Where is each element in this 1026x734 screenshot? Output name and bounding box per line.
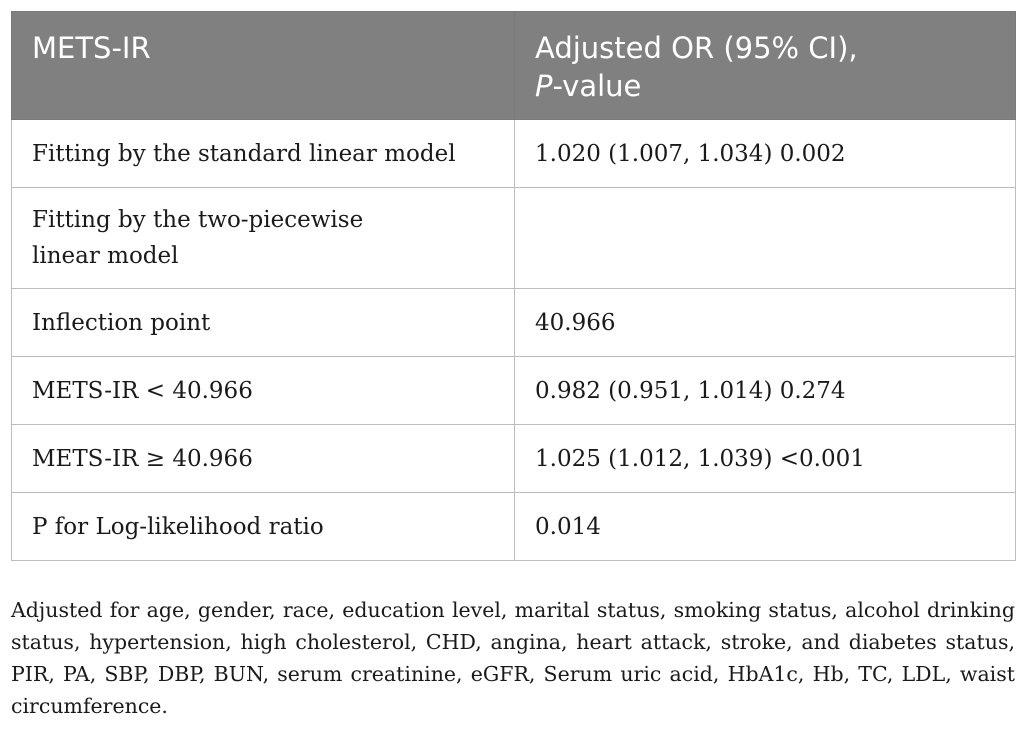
row-label: Fitting by the standard linear model [12,120,515,188]
table-row [12,493,1016,561]
table-row [12,357,1016,425]
row-value: 0.982 (0.951, 1.014) 0.274 [515,357,1016,425]
row-value: 40.966 [515,289,1016,357]
row-label: Inflection point [12,289,515,357]
row-label: Fitting by the two-piecewise linear model [12,188,515,289]
table-row [12,289,1016,357]
row-label: METS-IR ≥ 40.966 [12,425,515,493]
table-row [12,120,1016,188]
row-value: 0.014 [515,493,1016,561]
header-adjusted-or [515,12,1016,120]
header-p-value-rest: -value [552,69,642,103]
row-label: P for Log-likelihood ratio [12,493,515,561]
table-row [12,425,1016,493]
results-table-container [11,11,1015,561]
table-row [12,188,1016,289]
row-label: METS-IR < 40.966 [12,357,515,425]
row-value: 1.025 (1.012, 1.039) <0.001 [515,425,1016,493]
row-value: 1.020 (1.007, 1.034) 0.002 [515,120,1016,188]
table-footnote: Adjusted for age, gender, race, education level, marital status, smoking status, alcohol drinking status, hypertension, high cholesterol, CHD, angina, heart attack, stroke, and diabetes status, PIR, PA, SBP, DBP, BUN, serum creatinine, eGFR, Serum uric acid, HbA1c, Hb, TC, LDL, waist circumference. [11,598,1015,718]
table-header-row [12,12,1016,120]
header-p-italic: P [535,69,553,103]
header-adjusted-or-line1: Adjusted OR (95% CI), [535,31,858,65]
header-mets-ir: METS-IR [12,12,515,120]
row-value [515,188,1016,289]
results-table [11,11,1016,561]
